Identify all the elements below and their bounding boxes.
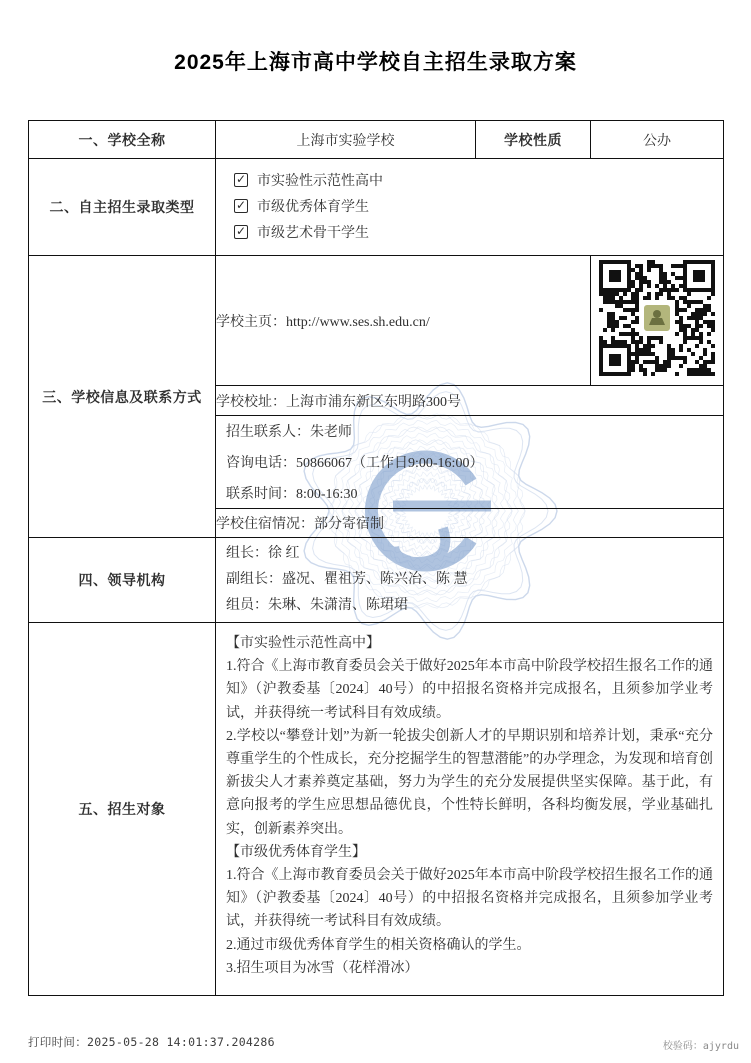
enrollment-targets-cell bbox=[216, 623, 724, 996]
school-address: 学校校址：上海市浦东新区东明路300号 bbox=[216, 386, 724, 416]
checkbox-checked-icon bbox=[234, 225, 248, 239]
enrollment-type-option-label: 市级优秀体育学生 bbox=[257, 199, 369, 215]
enrollment-type-option-label: 市实验性示范性高中 bbox=[257, 173, 383, 189]
leadership-leader: 组长：徐 红 bbox=[226, 546, 300, 561]
section-paragraph: 1.符合《上海市教育委员会关于做好2025年本市高中阶段学校招生报名工作的通知》（沪教委基〔2024〕40号）的中招报名资格并完成报名，且须参加学业考试，并获得统一考试科目有效成绩。 bbox=[226, 868, 713, 930]
school-nature-value: 公办 bbox=[591, 121, 724, 159]
school-name-label: 一、学校全称 bbox=[29, 121, 216, 159]
page-title: 2025年上海市高中学校自主招生录取方案 bbox=[174, 51, 577, 74]
school-homepage: 学校主页：http://www.ses.sh.edu.cn/ bbox=[216, 256, 591, 386]
enrollment-type-option bbox=[234, 173, 723, 190]
school-boarding: 学校住宿情况：部分寄宿制 bbox=[216, 509, 724, 538]
qr-code-icon bbox=[596, 257, 718, 379]
checkbox-checked-icon bbox=[234, 199, 248, 213]
school-info-label: 三、学校信息及联系方式 bbox=[29, 256, 216, 538]
section-paragraph: 2.学校以“攀登计划”为新一轮拔尖创新人才的早期识别和培养计划，秉承“充分尊重学生的个性成长，充分挖掘学生的智慧潜能”的办学理念，为发现和培育创新拔尖人才素养奠定基础，努力为学生的充分发展提供坚实保障。基于此，有意向报考的学生应思想品德优良，个性特长鲜明，各科均衡发展，学业基础扎实，创新素养突出。 bbox=[226, 728, 713, 837]
leadership-cell bbox=[216, 538, 724, 623]
enrollment-types-cell bbox=[216, 159, 724, 256]
school-nature-label: 学校性质 bbox=[476, 121, 591, 159]
contact-hours: 联系时间：8:00-16:30 bbox=[226, 486, 358, 502]
checkbox-checked-icon bbox=[234, 173, 248, 187]
verification-code: 校验码：ajyrdu bbox=[662, 1041, 739, 1052]
leadership-members: 组员：朱琳、朱潇清、陈珺珺 bbox=[226, 598, 408, 613]
section-paragraph: 3.招生项目为冰雪（花样滑冰） bbox=[226, 960, 419, 976]
row-school-info-homepage bbox=[29, 256, 724, 386]
enrollment-type-option bbox=[234, 225, 723, 242]
section-paragraph: 2.通过市级优秀体育学生的相关资格确认的学生。 bbox=[226, 937, 531, 953]
row-leadership bbox=[29, 538, 724, 623]
section-paragraph: 1.符合《上海市教育委员会关于做好2025年本市高中阶段学校招生报名工作的通知》（沪教委基〔2024〕40号）的中招报名资格并完成报名，且须参加学业考试，并获得统一考试科目有效成绩。 bbox=[226, 659, 713, 721]
section-heading: 【市级优秀体育学生】 bbox=[226, 844, 366, 860]
enrollment-targets-label: 五、招生对象 bbox=[29, 623, 216, 996]
enrollment-type-option-label: 市级艺术骨干学生 bbox=[257, 225, 369, 241]
row-school-name bbox=[29, 121, 724, 159]
leadership-deputy: 副组长：盛况、瞿祖芳、陈兴冶、陈 慧 bbox=[226, 572, 468, 587]
qr-code-cell bbox=[591, 256, 724, 386]
enrollment-type-option bbox=[234, 199, 723, 216]
contact-phone: 咨询电话：50866067（工作日9:00-16:00） bbox=[226, 455, 484, 471]
leadership-label: 四、领导机构 bbox=[29, 538, 216, 623]
admission-plan-table bbox=[28, 120, 724, 996]
school-contact-cell bbox=[216, 416, 724, 509]
row-enrollment-targets bbox=[29, 623, 724, 996]
enrollment-types-label: 二、自主招生录取类型 bbox=[29, 159, 216, 256]
section-heading: 【市实验性示范性高中】 bbox=[226, 636, 380, 651]
school-name-value: 上海市实验学校 bbox=[216, 121, 476, 159]
print-timestamp: 打印时间：2025-05-28 14:01:37.204286 bbox=[28, 1035, 275, 1049]
contact-person: 招生联系人：朱老师 bbox=[226, 425, 352, 441]
row-enrollment-types bbox=[29, 159, 724, 256]
